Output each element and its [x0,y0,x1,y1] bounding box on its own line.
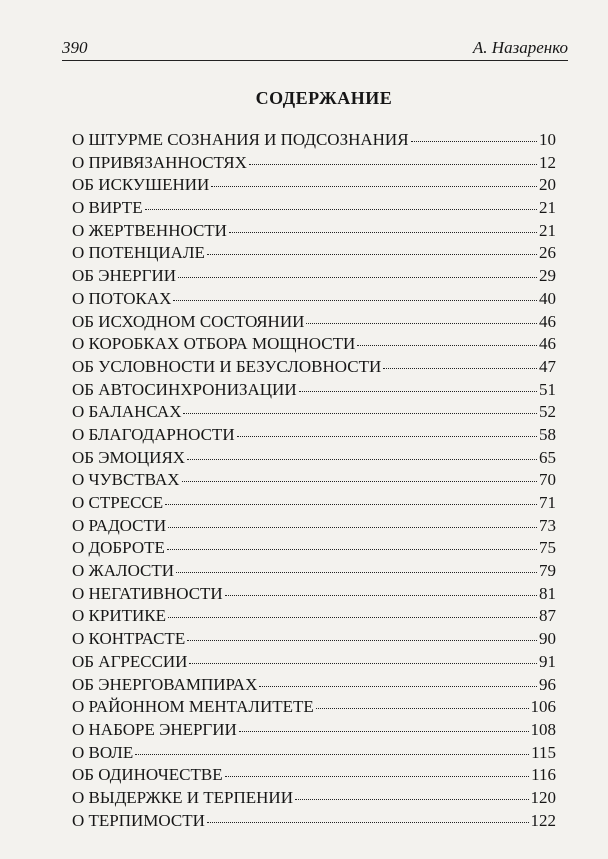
toc-entry [72,220,556,243]
toc-entry [72,265,556,288]
toc-entry [72,764,556,787]
dot-leader [168,527,537,528]
toc-entry [72,129,556,152]
toc-entry-page: 91 [539,651,556,671]
toc-entry-page: 29 [539,266,556,286]
toc-entry-page: 81 [539,583,556,603]
toc-entry [72,288,556,311]
toc-entry [72,810,556,833]
toc-entry [72,401,556,424]
toc-entry-page: 26 [539,243,556,263]
toc-entry-title: О КРИТИКЕ [72,606,166,626]
toc-entry-page: 73 [539,515,556,535]
toc-entry-title: О ЖЕРТВЕННОСТИ [72,220,227,240]
dot-leader [187,640,537,641]
toc-entry-title: О ЧУВСТВАХ [72,470,180,490]
dot-leader [176,572,537,573]
toc-entry [72,628,556,651]
page-number: 390 [62,38,88,57]
toc-entry-title: О ВЫДЕРЖКЕ И ТЕРПЕНИИ [72,787,293,807]
toc-entry-title: О ЖАЛОСТИ [72,561,175,581]
dot-leader [383,368,537,369]
toc-entry [72,424,556,447]
dot-leader [189,663,537,664]
toc-entry-page: 122 [530,810,556,830]
dot-leader [145,209,537,210]
toc-entry-title: О БАЛАНСАХ [72,402,182,422]
toc-entry-title: ОБ АГРЕССИИ [72,651,188,671]
toc-entry [72,605,556,628]
toc-entry-page: 21 [539,198,556,218]
toc-entry [72,492,556,515]
toc-entry-page: 116 [531,765,556,785]
toc-entry [72,197,556,220]
toc-entry-page: 96 [539,674,556,694]
toc-entry-page: 65 [539,447,556,467]
dot-leader [357,345,537,346]
dot-leader [167,549,537,550]
toc-entry-title: ОБ ОДИНОЧЕСТВЕ [72,765,223,785]
toc-entry [72,583,556,606]
toc-entry-title: ОБ ИСХОДНОМ СОСТОЯНИИ [72,311,305,331]
dot-leader [239,731,529,732]
toc-entry [72,515,556,538]
toc-entry-page: 71 [539,493,556,512]
toc-entry-title: О ШТУРМЕ СОЗНАНИЯ И ПОДСОЗНАНИЯ [72,130,409,149]
dot-leader [207,822,529,823]
dot-leader [411,141,537,142]
toc-entry-title: О КОРОБКАХ ОТБОРА МОЩНОСТИ [72,334,356,354]
dot-leader [299,391,537,392]
toc-entry-title: О ВОЛЕ [72,742,134,762]
dot-leader [178,277,537,278]
dot-leader [211,186,537,187]
toc-entry-title: ОБ ИСКУШЕНИИ [72,175,210,195]
toc-entry [72,719,556,742]
toc-entry [72,696,556,719]
dot-leader [229,232,537,233]
toc-entry-page: 75 [539,538,556,558]
toc-entry [72,152,556,175]
toc-entry [72,174,556,197]
dot-leader [173,300,537,301]
dot-leader [316,708,529,709]
toc-entry-title: ОБ ЭМОЦИЯХ [72,447,186,467]
toc-entry-page: 46 [539,311,556,331]
toc-entry-page: 12 [539,152,556,172]
toc-entry-page: 108 [530,719,556,739]
toc-entry-title: О ТЕРПИМОСТИ [72,810,205,830]
toc-entry-page: 10 [539,130,556,149]
dot-leader [306,323,537,324]
toc-entry-page: 20 [539,175,556,195]
dot-leader [168,617,537,618]
toc-entry-title: О НАБОРЕ ЭНЕРГИИ [72,719,237,739]
toc-entry-title: ОБ УСЛОВНОСТИ И БЕЗУСЛОВНОСТИ [72,356,382,376]
dot-leader [135,754,529,755]
toc-entry-title: О ПОТЕНЦИАЛЕ [72,243,205,263]
toc-entry-title: О БЛАГОДАРНОСТИ [72,424,235,444]
running-head [62,38,568,58]
toc-entry [72,356,556,379]
toc-entry-title: О ПРИВЯЗАННОСТЯХ [72,152,247,172]
toc-title: СОДЕРЖАНИЕ [255,88,393,108]
dot-leader [225,595,537,596]
toc-entry [72,560,556,583]
toc-entry-title: О ВИРТЕ [72,198,143,218]
toc-entry-title: О НЕГАТИВНОСТИ [72,583,223,603]
toc-entry-title: О ДОБРОТЕ [72,538,165,558]
toc-entry-page: 47 [539,356,556,376]
dot-leader [187,459,537,460]
toc-entry-page: 79 [539,561,556,581]
dot-leader [237,436,537,437]
toc-entry-page: 58 [539,424,556,444]
toc-entry-title: ОБ ЭНЕРГИИ [72,266,177,286]
header-rule [62,60,568,61]
toc-entry [72,742,556,765]
toc-entry-page: 106 [530,697,556,717]
dot-leader [259,686,537,687]
toc-entry [72,333,556,356]
dot-leader [165,504,537,505]
toc-entry [72,379,556,402]
toc-entry [72,787,556,810]
toc-entry-page: 87 [539,606,556,626]
toc-entry [72,674,556,697]
toc-entry [72,651,556,674]
toc-entry-page: 51 [539,379,556,399]
toc-entry-title: ОБ АВТОСИНХРОНИЗАЦИИ [72,379,297,399]
toc-entry [72,537,556,560]
toc-entry-title: О РАЙОННОМ МЕНТАЛИТЕТЕ [72,697,314,717]
dot-leader [182,481,538,482]
toc-entry-page: 70 [539,470,556,490]
toc-entry-title: О ПОТОКАХ [72,288,172,308]
toc-list [72,129,556,832]
author-name: А. Назаренко [472,38,568,57]
toc-entry [72,242,556,265]
toc-entry-title: О КОНТРАСТЕ [72,629,186,649]
toc-entry [72,469,556,492]
toc-entry-title: О СТРЕССЕ [72,493,164,512]
toc-entry-title: ОБ ЭНЕРГОВАМПИРАХ [72,674,258,694]
dot-leader [295,799,529,800]
toc-entry-page: 115 [531,742,556,762]
dot-leader [249,164,537,165]
toc-entry [72,447,556,470]
toc-entry-title: О РАДОСТИ [72,515,167,535]
dot-leader [207,254,537,255]
toc-entry-page: 52 [539,402,556,422]
dot-leader [183,413,537,414]
toc-entry-page: 21 [539,220,556,240]
toc-entry-page: 40 [539,288,556,308]
toc-entry-page: 120 [530,787,556,807]
toc-entry [72,311,556,334]
toc-entry-page: 90 [539,629,556,649]
dot-leader [225,776,530,777]
toc-entry-page: 46 [539,334,556,354]
